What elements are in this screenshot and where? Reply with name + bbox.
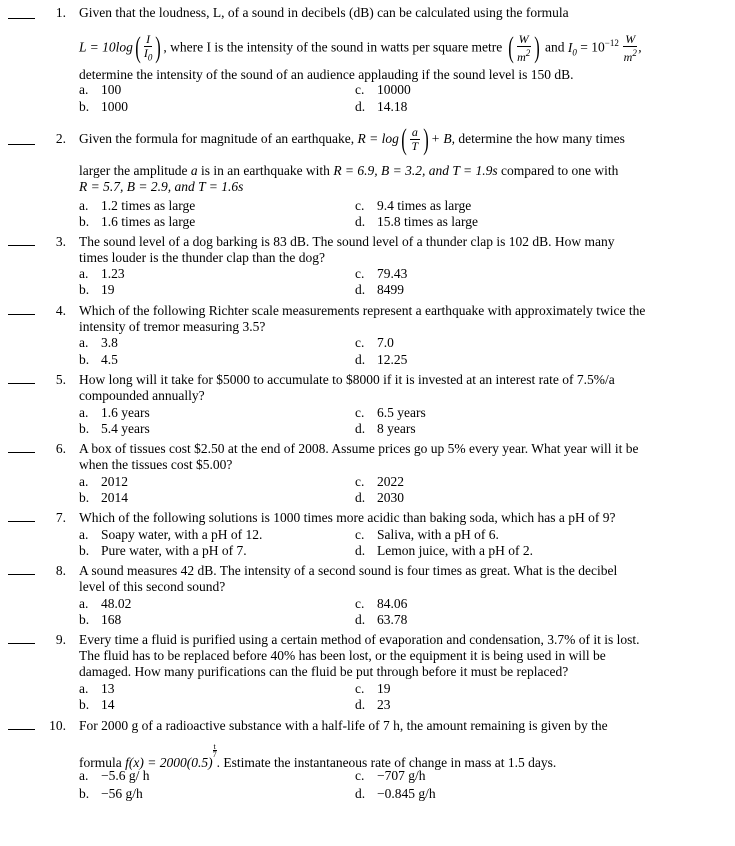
choice-a[interactable]: a. Soapy water, with a pH of 12. (79, 527, 263, 542)
question-text: damaged. How many purifications can the fluid be put through before it must be replaced? (79, 664, 569, 679)
question-text: Which of the following solutions is 1000 times more acidic than baking soda, which has a pH of 9? (79, 510, 616, 525)
loudness-formula-lhs: L = 10log (79, 39, 133, 55)
choice-c[interactable]: c. 6.5 years (355, 405, 426, 420)
question-number: 9. (55, 632, 66, 647)
choice-a[interactable]: a. 100 (79, 82, 122, 97)
choice-d[interactable]: d. 15.8 times as large (355, 214, 478, 229)
choice-c[interactable]: c. 7.0 (355, 335, 394, 350)
question-text: compounded annually? (79, 388, 205, 403)
choice-d[interactable]: d. 2030 (355, 490, 404, 505)
choice-a[interactable]: a. 1.6 years (79, 405, 150, 420)
question-number: 4. (55, 303, 66, 318)
choice-d[interactable]: d. 14.18 (355, 99, 408, 114)
question-number: 6. (55, 441, 66, 456)
choice-c[interactable]: c. Saliva, with a pH of 6. (355, 527, 499, 542)
choice-a[interactable]: a. 1.2 times as large (79, 198, 196, 213)
choice-c[interactable]: c. −707 g/h (355, 768, 426, 783)
choice-d[interactable]: d. 12.25 (355, 352, 408, 367)
unit-fraction: $\frac{W}{m^2}$ (517, 31, 531, 64)
question-text: when the tissues cost $5.00? (79, 457, 233, 472)
choice-d[interactable]: d. −0.845 g/h (355, 786, 436, 801)
choice-b[interactable]: b. −56 g/h (79, 786, 143, 801)
question-text: A box of tissues cost $2.50 at the end of 2008. Assume prices go up 5% every year. What year will it be (79, 441, 639, 456)
question-text: R = 5.7, B = 2.9, and T = 1.6s (79, 179, 244, 194)
question-text: How long will it take for $5000 to accumulate to $8000 if it is invested at an interest rate of 7.5%/a (79, 372, 615, 387)
formula-line: L = 10log( $\frac{I}{I_0}$ ) , where I is the intensity of the sound in watts per square metre ( $\frac{W}{m^2}$ ) and $I_0 = 10^{-12}$ $\frac{W}{m^2}$ , (79, 31, 642, 65)
magnitude-formula: R = log (357, 131, 399, 146)
choice-b[interactable]: b. 168 (79, 612, 122, 627)
question-text: The sound level of a dog barking is 83 dB. The sound level of a thunder clap is 102 dB. How many (79, 234, 615, 249)
question-text: Which of the following Richter scale measurements represent a earthquake with approximately twice the (79, 303, 646, 318)
choice-b[interactable]: b. 14 (79, 697, 115, 712)
question-text: Given that the loudness, L, of a sound in decibels (dB) can be calculated using the formula (79, 5, 569, 20)
choice-c[interactable]: c. 19 (355, 681, 391, 696)
choice-b[interactable]: b. 1.6 times as large (79, 214, 196, 229)
decay-formula: f(x) = 2000(0.5) (125, 755, 213, 770)
choice-d[interactable]: d. 23 (355, 697, 391, 712)
choice-a[interactable]: a. −5.6 g/ h (79, 768, 150, 783)
question-number: 1. (55, 5, 66, 20)
question-number: 10. (49, 718, 66, 733)
choice-c[interactable]: c. 2022 (355, 474, 404, 489)
fraction: $\frac{I}{I_0}$ (143, 31, 153, 63)
choice-a[interactable]: a. 2012 (79, 474, 128, 489)
choice-d[interactable]: d. 63.78 (355, 612, 408, 627)
question-text: level of this second sound? (79, 579, 226, 594)
question-text: times louder is the thunder clap than the dog? (79, 250, 325, 265)
choice-b[interactable]: b. 19 (79, 282, 115, 297)
question-number: 5. (55, 372, 66, 387)
question-number: 3. (55, 234, 66, 249)
choice-b[interactable]: b. 5.4 years (79, 421, 150, 436)
choice-b[interactable]: b. 4.5 (79, 352, 118, 367)
choice-a[interactable]: a. 13 (79, 681, 115, 696)
question-text: formula f(x) = 2000(0.5) $^{\frac{t}{7}}$ . Estimate the instantaneous rate of change in mass at 1.5 days. (79, 742, 557, 770)
choice-c[interactable]: c. 84.06 (355, 596, 408, 611)
question-text: intensity of tremor measuring 3.5? (79, 319, 266, 334)
choice-c[interactable]: c. 9.4 times as large (355, 198, 472, 213)
question-number: 2. (55, 131, 66, 146)
question-text: The fluid has to be replaced before 40% has been lost, or the equipment it is being used in will be (79, 648, 606, 663)
choice-a[interactable]: a. 3.8 (79, 335, 118, 350)
choice-d[interactable]: d. Lemon juice, with a pH of 2. (355, 543, 533, 558)
question-text: For 2000 g of a radioactive substance with a half-life of 7 h, the amount remaining is given by the (79, 718, 608, 733)
choice-d[interactable]: d. 8 years (355, 421, 416, 436)
choice-b[interactable]: b. 1000 (79, 99, 128, 114)
question-text: A sound measures 42 dB. The intensity of a second sound is four times as great. What is the decibel (79, 563, 618, 578)
question-number: 7. (55, 510, 66, 525)
choice-b[interactable]: b. Pure water, with a pH of 7. (79, 543, 247, 558)
question-text: Every time a fluid is purified using a certain method of evaporation and condensation, 3.7% of it is lost. (79, 632, 640, 647)
choice-c[interactable]: c. 10000 (355, 82, 411, 97)
question-text: Given the formula for magnitude of an earthquake, R = log( $\frac{a}{T}$ ) + B, determine the how many times (79, 122, 625, 156)
choice-d[interactable]: d. 8499 (355, 282, 404, 297)
formula-text: , where I is the intensity of the sound in watts per square metre (163, 39, 503, 55)
question-number: 8. (55, 563, 66, 578)
choice-a[interactable]: a. 48.02 (79, 596, 132, 611)
choice-a[interactable]: a. 1.23 (79, 266, 125, 281)
choice-c[interactable]: c. 79.43 (355, 266, 408, 281)
question-text: larger the amplitude a is in an earthquake with R = 6.9, B = 3.2, and T = 1.9s compared to one with (79, 163, 619, 178)
choice-b[interactable]: b. 2014 (79, 490, 128, 505)
question-text: determine the intensity of the sound of an audience applauding if the sound level is 150 dB. (79, 67, 574, 82)
